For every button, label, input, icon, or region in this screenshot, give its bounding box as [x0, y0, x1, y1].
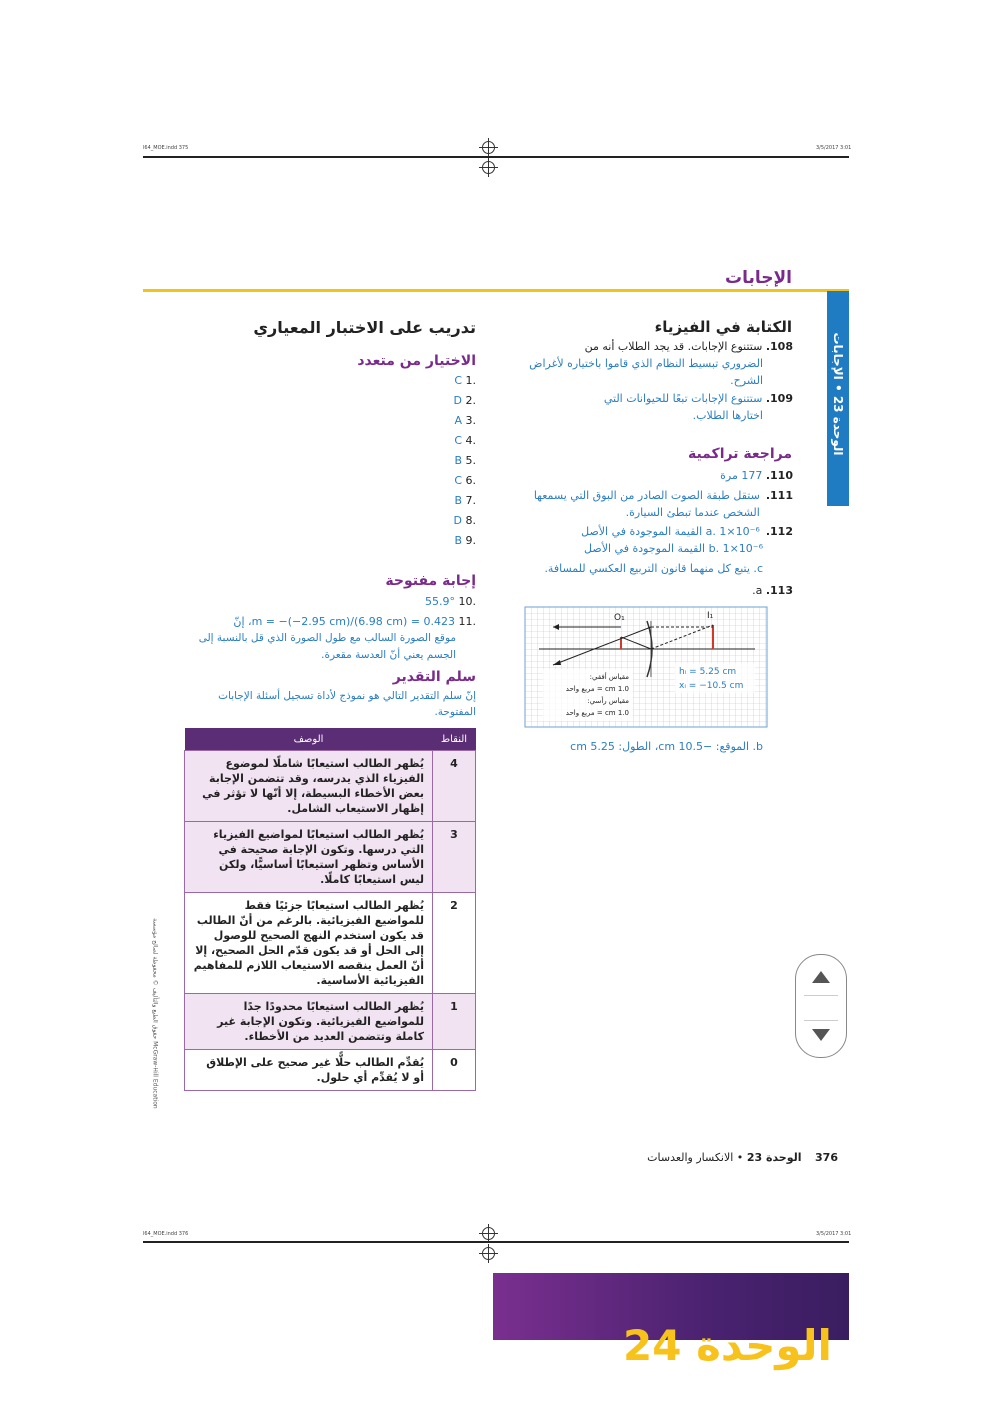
rubric-row — [185, 994, 476, 1050]
question-number: 108. — [765, 340, 793, 353]
writing-heading: الكتابة في الفيزياء — [654, 318, 792, 336]
image-position-label: xᵢ = −10.5 cm — [679, 681, 744, 691]
standardized-test-heading: تدريب على الاختبار المعياري — [253, 318, 476, 337]
rubric-heading: سلم التقدير — [392, 669, 476, 685]
question-number: 109. — [765, 392, 793, 405]
answer-113b: b. الموقع: −10.5 cm، الطول: 5.25 cm — [570, 740, 763, 753]
registration-mark-icon — [482, 161, 495, 174]
mc-item: .7 B — [454, 494, 476, 507]
scale-h-title: مقياس أفقي: — [589, 673, 629, 681]
answer-112c: c. يتبع كل منهما قانون التربيع العكسي للمسافة. — [544, 562, 763, 575]
registration-mark-icon — [482, 141, 495, 154]
question-111 — [505, 487, 793, 521]
question-answer: 177 مرة — [720, 469, 763, 482]
mc-item: .9 B — [454, 534, 476, 547]
rubric-table — [184, 728, 476, 1091]
crop-rule — [143, 1241, 849, 1243]
scroll-down-icon[interactable] — [812, 1029, 830, 1041]
question-number: 113. — [765, 584, 793, 597]
question-109 — [505, 390, 793, 424]
scroll-up-icon[interactable] — [812, 971, 830, 983]
rubric-description: يُظهر الطالب استيعابًا لمواضيع الفيزياء التي درسها. وتكون الإجابة صحيحة في الأساس وتظهر استيعابًا أساسيًّا، ولكن ليس استيعابًا كاملًا. — [185, 822, 433, 893]
question-number: .10 — [458, 595, 476, 608]
section-title: الإجابات — [725, 268, 792, 288]
mc-item: .6 C — [454, 474, 476, 487]
rubric-intro: إنّ سلم التقدير التالي هو نموذج لأداة تسجيل أسئلة الإجابات المفتوحة. — [218, 690, 476, 718]
mc-item: .4 C — [454, 434, 476, 447]
review-heading: مراجعة تراكمية — [687, 446, 792, 462]
object-label: O₁ — [614, 613, 625, 623]
page-scroll-control[interactable] — [795, 954, 847, 1058]
section-title-rule — [143, 289, 849, 292]
question-text: ستتنوع الإجابات. قد يجد الطلاب أنه من — [584, 340, 763, 353]
question-text: ستتنوع الإجابات تبعًا للحيوانات التي — [603, 392, 763, 405]
answer-112b: b. 1×10⁻⁶ القيمة الموجودة في الأصل — [584, 542, 763, 555]
rubric-points: 3 — [433, 822, 476, 893]
copyright-credit: McGraw-Hill Education حقوق الطبع والتأليف © محفوظة لصالح مؤسسة — [151, 918, 159, 1109]
print-mark-top-right: 3/5/2017 3:01 — [816, 145, 852, 151]
rubric-description: يُظهر الطالب استيعابًا جزئيًا فقط للمواضيع الفيزيائية. بالرغم من أنّ الطالب قد يكون استخدم النهج الصحيح للوصول إلى الحل أو قد يكون قدّم الحل الصحيح، إلا أنّ العمل ينقصه الاستيعاب اللازم للمفاهيم الفيزيائية الأساسية. — [185, 893, 433, 994]
question-10 — [184, 593, 476, 610]
question-answer: الضروري تبسيط النظام الذي قاموا باختياره لأغراض الشرح. — [529, 357, 763, 387]
question-110 — [505, 467, 793, 484]
rubric-points: 0 — [433, 1050, 476, 1091]
mc-item: .1 C — [454, 374, 476, 387]
question-number: 112. — [765, 525, 793, 538]
print-mark-bottom-left: l64_MOE.indd 376 — [143, 1231, 189, 1237]
rubric-header-points: النقاط — [433, 728, 476, 751]
rubric-row — [185, 822, 476, 893]
question-answer: m = −(−2.95 cm)/(6.98 cm) = 0.423، إنّ — [233, 615, 455, 628]
scale-v-value: 1.0 cm = مربع واحد — [565, 709, 629, 717]
ray-diagram — [525, 607, 767, 727]
crop-rule — [143, 156, 849, 158]
question-answer: 55.9° — [425, 595, 455, 608]
footer-title: الانكسار والعدسات — [647, 1151, 734, 1164]
rubric-row — [185, 893, 476, 994]
question-108 — [505, 338, 793, 389]
page-number: 376 — [815, 1151, 838, 1164]
question-11 — [184, 613, 476, 664]
scroll-track[interactable] — [804, 995, 838, 1021]
question-112 — [505, 523, 793, 577]
image-height-label: hᵢ = 5.25 cm — [679, 667, 737, 677]
writing-section — [500, 318, 792, 336]
open-response-heading: إجابة مفتوحة — [385, 573, 476, 589]
mc-item: .8 D — [453, 514, 476, 527]
mc-item: .3 A — [454, 414, 476, 427]
question-number: 110. — [765, 469, 793, 482]
image-label: I₁ — [707, 611, 714, 621]
answer-112a: a. 1×10⁻⁶ القيمة الموجودة في الأصل — [581, 525, 760, 538]
rubric-points: 1 — [433, 994, 476, 1050]
mc-item: .2 D — [453, 394, 476, 407]
question-answer: ستقل طبقة الصوت الصادر من البوق التي يسمعها الشخص عندما تبطئ السيارة. — [533, 489, 760, 519]
page-footer: 376 الوحدة 23 • الانكسار والعدسات — [647, 1151, 838, 1164]
unit-side-tab: الوحدة 23 • الإجابات — [827, 291, 849, 506]
multiple-choice-list — [420, 374, 476, 554]
rubric-description: يُقدِّم الطالب حلًّا غير صحيح على الإطلاق أو لا يُقدِّم أي حلول. — [185, 1050, 433, 1091]
rubric-description: يُظهر الطالب استيعابًا محدودًا جدًا للمواضيع الفيزيائية. وتكون الإجابة غير كاملة وتتضمن العديد من الأخطاء. — [185, 994, 433, 1050]
print-mark-top-left: l64_MOE.indd 375 — [143, 145, 189, 151]
scale-v-title: مقياس رأسي: — [587, 697, 629, 705]
question-113 — [505, 582, 793, 599]
registration-mark-icon — [482, 1227, 495, 1240]
next-chapter-title: الوحدة 24 — [623, 1321, 832, 1370]
answer-113a: a. — [752, 584, 763, 597]
multiple-choice-heading: الاختيار من متعدد — [357, 353, 476, 369]
rubric-row — [185, 1050, 476, 1091]
scale-h-value: 1.0 cm = مربع واحد — [565, 685, 629, 693]
question-explanation: موقع الصورة السالب مع طول الصورة الذي قل بالنسبة إلى الجسم يعني أنّ العدسة مقعرة. — [198, 632, 456, 661]
rubric-points: 2 — [433, 893, 476, 994]
rubric-description: يُظهر الطالب استيعابًا شاملًا لموضوع الفيزياء الذي يدرسه، وقد تتضمن الإجابة بعض الأخطاء البسيطة، إلا أنّها لا تؤثر في إظهار الاستيعاب الشامل. — [185, 751, 433, 822]
question-number: .11 — [458, 615, 476, 628]
question-number: 111. — [765, 489, 793, 502]
rubric-row — [185, 751, 476, 822]
rubric-header-description: الوصف — [185, 728, 433, 751]
scale-legend — [547, 671, 629, 719]
footer-unit: الوحدة 23 — [746, 1151, 802, 1164]
next-chapter-banner — [493, 1273, 849, 1370]
rubric-points: 4 — [433, 751, 476, 822]
print-mark-bottom-right: 3/5/2017 3:01 — [816, 1231, 852, 1237]
mc-item: .5 B — [454, 454, 476, 467]
registration-mark-icon — [482, 1247, 495, 1260]
question-answer: اختارها الطلاب. — [692, 409, 763, 422]
